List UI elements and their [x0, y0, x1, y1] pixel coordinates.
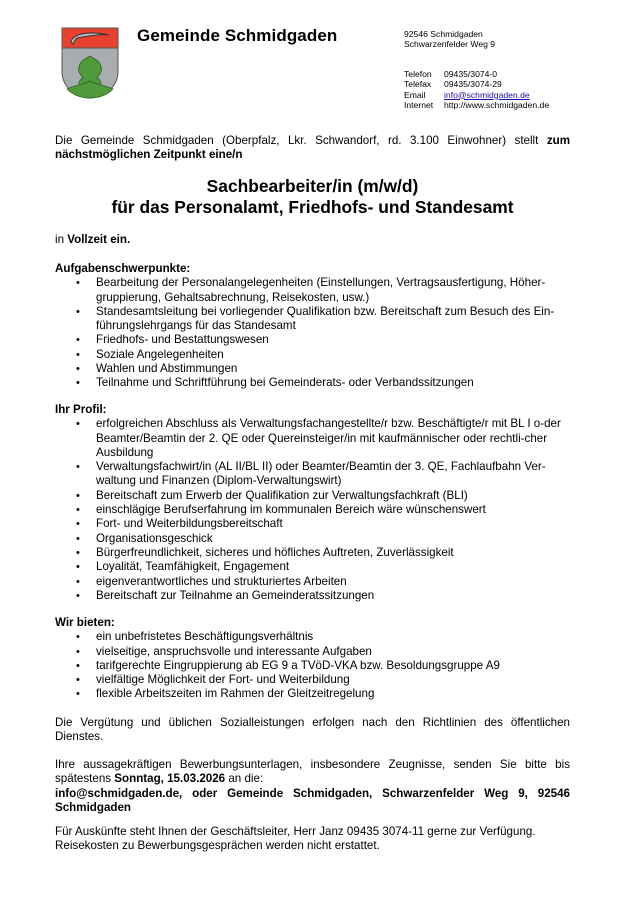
intro-paragraph: [55, 134, 570, 163]
contact-label: Email: [404, 89, 426, 100]
list-item: [55, 673, 570, 687]
list-item-text: Loyalität, Teamfähigkeit, Engagement: [96, 560, 290, 574]
bullet-icon: •: [76, 659, 80, 672]
contact-label: Telefon: [404, 69, 432, 79]
application-text-end: an die:: [225, 772, 264, 786]
list-item: [55, 517, 570, 531]
travel-cost-note: Reisekosten zu Bewerbungsgesprächen werden nicht erstattet.: [55, 839, 380, 853]
website-url: http://www.schmidgaden.de: [444, 99, 550, 110]
list-item: [55, 417, 570, 460]
list-item: [55, 645, 570, 659]
bullet-icon: •: [76, 645, 80, 658]
salary-note: Die Vergütung und üblichen Sozialleistungen erfolgen nach den Richtlinien des öffentlichen Dienstes.: [55, 716, 570, 744]
bullet-icon: •: [76, 277, 80, 290]
bullet-icon: •: [76, 631, 80, 644]
bullet-icon: •: [76, 348, 80, 361]
list-item-text: Bearbeitung der Personalangelegenheiten (Einstellungen, Vertragsausfertigung, Höher-gruppierung, Gehaltsabrechnung, Reisekosten, usw.): [96, 276, 546, 304]
address-line: 92546 Schmidgaden: [404, 29, 483, 39]
phone-number: 09435/3074-0: [444, 69, 498, 79]
contact-person-note: Für Auskünfte steht Ihnen der Geschäftsleiter, Herr Janz 09435 3074-11 gerne zur Verfügung.: [55, 825, 536, 838]
list-item-text: vielfältige Möglichkeit der Fort- und Weiterbildung: [96, 673, 350, 687]
list-item-text: Wahlen und Abstimmungen: [96, 362, 238, 376]
list-item: [55, 630, 570, 644]
bullet-icon: •: [76, 504, 80, 517]
list-item-text: Fort- und Weiterbildungsbereitschaft: [96, 517, 283, 531]
employment-bold: Vollzeit ein.: [67, 233, 131, 246]
coat-of-arms-icon: [61, 27, 119, 99]
list-item-text: Soziale Angelegenheiten: [96, 347, 224, 361]
section-tasks: [55, 262, 570, 391]
job-title-line2: für das Personalamt, Friedhofs- und Standesamt: [111, 197, 514, 217]
list-item-text: Bürgerfreundlichkeit, sicheres und höfliches Auftreten, Zuverlässigkeit: [96, 545, 454, 559]
list-item: [55, 659, 570, 673]
list-item: [55, 276, 570, 305]
employment-prefix: in: [55, 233, 68, 246]
list-item-text: Standesamtsleitung bei vorliegender Qualifikation bzw. Bereitschaft zum Besuch des Ein-führungslehrgangs für das Standesamt: [96, 304, 555, 333]
list-item: [55, 503, 570, 517]
list-item: [55, 376, 570, 390]
organization-name: Gemeinde Schmidgaden: [137, 26, 338, 45]
contact-row-fax: [404, 79, 549, 89]
list-item: [55, 305, 570, 334]
application-deadline: Sonntag, 15.03.2026: [114, 772, 226, 786]
application-address: info@schmidgaden.de, oder Gemeinde Schmidgaden, Schwarzenfelder Weg 9, 92546 Schmidgaden: [55, 786, 570, 814]
list-item: [55, 362, 570, 376]
bullet-icon: •: [76, 546, 80, 559]
bullet-icon: •: [76, 532, 80, 545]
postal-address: [404, 29, 495, 49]
contact-label: Internet: [404, 99, 434, 110]
list-item-text: Bereitschaft zur Teilnahme an Gemeinderatssitzungen: [96, 588, 375, 602]
contact-row-phone: [404, 69, 549, 79]
section-heading: Wir bieten:: [55, 616, 115, 629]
list-item-text: Teilnahme und Schriftführung bei Gemeinderats- oder Verbandssitzungen: [96, 376, 474, 390]
bullet-icon: •: [76, 334, 80, 347]
list-item: [55, 575, 570, 589]
list-item: [55, 560, 570, 574]
offer-list: [55, 630, 570, 701]
section-offer: [55, 616, 570, 702]
list-item-text: eigenverantwortliches und strukturiertes Arbeiten: [96, 574, 347, 588]
fax-number: 09435/3074-29: [444, 79, 502, 90]
list-item-text: Organisationsgeschick: [96, 531, 213, 545]
list-item: [55, 546, 570, 560]
list-item-text: einschlägige Berufserfahrung im kommunalen Bereich wäre wünschenswert: [96, 503, 486, 517]
section-heading: Aufgabenschwerpunkte:: [55, 262, 191, 275]
profile-list: [55, 417, 570, 603]
list-item: [55, 460, 570, 489]
list-item: [55, 589, 570, 603]
bullet-icon: •: [76, 688, 80, 701]
list-item-text: erfolgreichen Abschluss als Verwaltungsfachangestellte/r bzw. Beschäftigte/r mit BL I o-der Beamter/Beamtin der 2. QE oder Quereinsteiger/in mit kaufmännischer oder rechtli-cher Ausbildung: [96, 417, 561, 459]
list-item: [55, 532, 570, 546]
closing-paragraph: [55, 825, 570, 854]
contact-table: [404, 69, 549, 110]
list-item-text: Friedhofs- und Bestattungswesen: [96, 333, 269, 347]
section-profile: [55, 403, 570, 603]
list-item: [55, 489, 570, 503]
intro-text: Die Gemeinde Schmidgaden (Oberpfalz, Lkr. Schwandorf, rd. 3.100 Einwohner) stellt: [55, 134, 547, 147]
section-heading: Ihr Profil:: [55, 403, 107, 416]
employment-type: [55, 233, 570, 247]
application-paragraph: [55, 758, 570, 815]
bullet-icon: •: [76, 377, 80, 390]
list-item: [55, 348, 570, 362]
bullet-icon: •: [76, 418, 80, 431]
contact-label: Telefax: [404, 79, 432, 90]
bullet-icon: •: [76, 589, 80, 602]
bullet-icon: •: [76, 363, 80, 376]
bullet-icon: •: [76, 575, 80, 588]
list-item-text: vielseitige, anspruchsvolle und interessante Aufgaben: [96, 644, 372, 658]
tasks-list: [55, 276, 570, 390]
email-link[interactable]: info@schmidgaden.de: [444, 89, 530, 100]
contact-row-email: [404, 90, 549, 100]
list-item-text: flexible Arbeitszeiten im Rahmen der Gleitzeitregelung: [96, 687, 375, 701]
job-title: [55, 176, 570, 218]
address-line: Schwarzenfelder Weg 9: [404, 39, 496, 49]
bullet-icon: •: [76, 561, 80, 574]
intro-bold-text: zum nächstmöglichen Zeitpunkt eine/n: [55, 134, 570, 162]
bullet-icon: •: [76, 518, 80, 531]
list-item: [55, 687, 570, 701]
bullet-icon: •: [76, 461, 80, 474]
job-title-line1: Sachbearbeiter/in (m/w/d): [206, 176, 419, 196]
list-item-text: ein unbefristetes Beschäftigungsverhältnis: [96, 630, 314, 644]
list-item: [55, 333, 570, 347]
application-text: Ihre aussagekräftigen Bewerbungsunterlagen, insbesondere Zeugnisse, senden Sie bitte bis spätestens: [55, 758, 570, 786]
list-item-text: Verwaltungsfachwirt/in (AL II/BL II) oder Beamter/Beamtin der 3. QE, Fachlaufbahn Ver-waltung und Finanzen (Diplom-Verwaltungswirt): [96, 460, 546, 488]
bullet-icon: •: [76, 489, 80, 502]
bullet-icon: •: [76, 674, 80, 687]
list-item-text: Bereitschaft zum Erwerb der Qualifikation zur Verwaltungsfachkraft (BLI): [96, 488, 468, 502]
bullet-icon: •: [76, 305, 80, 318]
contact-row-internet: [404, 100, 549, 110]
list-item-text: tarifgerechte Eingruppierung ab EG 9 a TVöD-VKA bzw. Besoldungsgruppe A9: [96, 658, 500, 672]
